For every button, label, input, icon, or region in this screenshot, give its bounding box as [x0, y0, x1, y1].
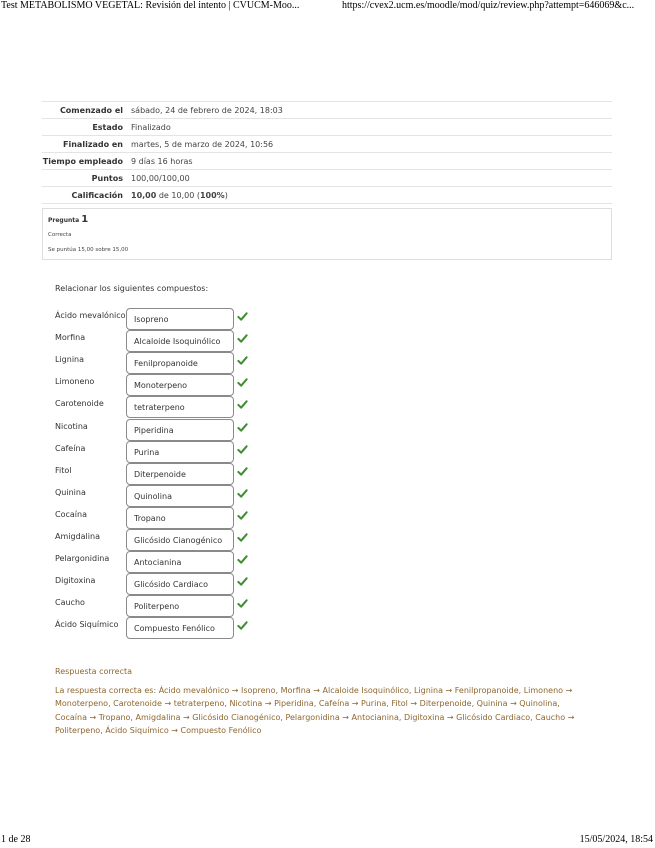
summary-label: Estado: [92, 123, 123, 132]
match-row: [55, 352, 255, 374]
match-row: [55, 595, 255, 617]
summary-label: Finalizado en: [63, 140, 123, 149]
match-term: Cafeína: [55, 443, 86, 453]
summary-row-marks: [42, 169, 612, 186]
match-term: Fitol: [55, 465, 72, 475]
match-answer-select[interactable]: Antocianina: [126, 551, 234, 573]
match-row: [55, 419, 255, 441]
print-page-number: 1 de 28: [1, 834, 31, 845]
match-answer-select[interactable]: Compuesto Fenólico: [126, 617, 234, 639]
correct-check-icon: [237, 532, 248, 543]
match-term: Pelargonidina: [55, 554, 110, 564]
feedback-text: La respuesta correcta es: Ácido mevalónico → Isopreno, Morfina → Alcaloide Isoquinólico, Lignina → Fenilpropanoide, Limoneno → Monoterpeno, Carotenoide → tetraterpeno, Nicotina → Piperidina, Cafeína → Purina, Fitol → Diterpenoide, Quinina → Quinolina, Cocaína → Tropano, Amigdalina → Glicósido Cianogénico, Pelargonidina → Antocianina, Digitoxina → Glicósido Cardiaco, Caucho → Politerpeno, Ácido Siquímico → Compuesto Fenólico: [55, 686, 575, 735]
match-row: [55, 529, 255, 551]
summary-label: Comenzado el: [59, 106, 123, 115]
correct-check-icon: [237, 311, 248, 322]
match-row: [55, 573, 255, 595]
match-term: Ácido mevalónico: [55, 311, 126, 320]
match-answer-select[interactable]: Politerpeno: [126, 595, 234, 617]
match-term: Cocaína: [55, 509, 87, 519]
match-row: [55, 551, 255, 573]
correct-check-icon: [237, 333, 248, 344]
match-answer-select[interactable]: Diterpenoide: [126, 463, 234, 485]
match-row: [55, 485, 255, 507]
match-answer-select[interactable]: Tropano: [126, 507, 234, 529]
summary-value: 100,00/100,00: [131, 174, 190, 183]
match-term: Amigdalina: [55, 532, 100, 541]
match-row: [55, 463, 255, 485]
summary-value: Finalizado: [131, 123, 171, 132]
match-row: [55, 396, 255, 418]
print-page-url: https://cvex2.ucm.es/moodle/mod/quiz/review.php?attempt=646069&c...: [342, 0, 635, 11]
correct-check-icon: [237, 377, 248, 388]
summary-row-completed: [42, 135, 612, 152]
summary-label: Tiempo empleado: [42, 157, 123, 166]
correct-check-icon: [237, 620, 248, 631]
attempt-summary-table: [42, 101, 612, 204]
match-row: [55, 617, 255, 639]
summary-row-grade: [42, 186, 612, 204]
match-answer-select[interactable]: Glicósido Cardiaco: [126, 573, 234, 595]
match-term: Carotenoide: [55, 399, 104, 409]
correct-check-icon: [237, 355, 248, 366]
match-term: Ácido Siquímico: [55, 620, 119, 630]
print-datetime: 15/05/2024, 18:54: [579, 834, 653, 845]
summary-row-state: [42, 118, 612, 135]
correct-check-icon: [237, 598, 248, 609]
grade-close-paren: ): [224, 191, 228, 200]
match-answer-select[interactable]: Piperidina: [126, 419, 234, 441]
correct-check-icon: [237, 576, 248, 587]
match-row: [55, 308, 255, 330]
match-term: Morfina: [55, 333, 86, 343]
print-header: [0, 0, 655, 14]
match-term: Quinina: [55, 487, 86, 497]
match-answer-select[interactable]: Isopreno: [126, 308, 234, 330]
match-row: [55, 374, 255, 396]
correct-check-icon: [237, 399, 248, 410]
match-term: Caucho: [55, 598, 85, 608]
correct-check-icon: [237, 488, 248, 499]
question-state: Correcta: [48, 232, 72, 238]
correct-check-icon: [237, 554, 248, 565]
print-page-title: Test METABOLISMO VEGETAL: Revisión del intento | CVUCM-Moo...: [1, 0, 300, 11]
match-term: Digitoxina: [55, 576, 96, 586]
question-info-box: [42, 208, 612, 260]
correct-answer-feedback: [55, 667, 590, 737]
match-answer-select[interactable]: Quinolina: [126, 485, 234, 507]
question-label: Pregunta: [48, 217, 80, 224]
match-answer-select[interactable]: Glicósido Cianogénico: [126, 529, 234, 551]
summary-row-started: [42, 101, 612, 118]
feedback-title: Respuesta correcta: [55, 667, 133, 676]
match-answer-select[interactable]: Purina: [126, 441, 234, 463]
match-answer-select[interactable]: tetraterpeno: [126, 396, 234, 418]
match-answer-select[interactable]: Fenilpropanoide: [126, 352, 234, 374]
question-grade: Se puntúa 15,00 sobre 15,00: [48, 247, 129, 253]
match-row: [55, 330, 255, 352]
match-row: [55, 441, 255, 463]
summary-value: sábado, 24 de febrero de 2024, 18:03: [131, 106, 283, 115]
print-footer: [0, 834, 655, 848]
match-term: Nicotina: [55, 421, 88, 431]
grade-score: 10,00: [131, 191, 157, 200]
summary-value: 9 días 16 horas: [131, 157, 193, 166]
question-prompt: Relacionar los siguientes compuestos:: [55, 284, 209, 293]
grade-out-of: de 10,00 (: [156, 191, 200, 200]
summary-label: Calificación: [71, 191, 123, 200]
summary-row-time-taken: [42, 152, 612, 169]
summary-value: martes, 5 de marzo de 2024, 10:56: [131, 140, 274, 149]
correct-check-icon: [237, 444, 248, 455]
summary-label: Puntos: [91, 174, 123, 183]
grade-percent: 100%: [199, 191, 225, 200]
correct-check-icon: [237, 510, 248, 521]
match-term: Lignina: [55, 355, 85, 365]
correct-check-icon: [237, 466, 248, 477]
question-number: [48, 214, 88, 225]
question-number-value: 1: [81, 214, 89, 225]
match-row: [55, 507, 255, 529]
match-answer-select[interactable]: Monoterpeno: [126, 374, 234, 396]
match-term: Limoneno: [55, 377, 95, 387]
summary-value: [127, 187, 612, 203]
match-answer-select[interactable]: Alcaloide Isoquinólico: [126, 330, 234, 352]
correct-check-icon: [237, 422, 248, 433]
